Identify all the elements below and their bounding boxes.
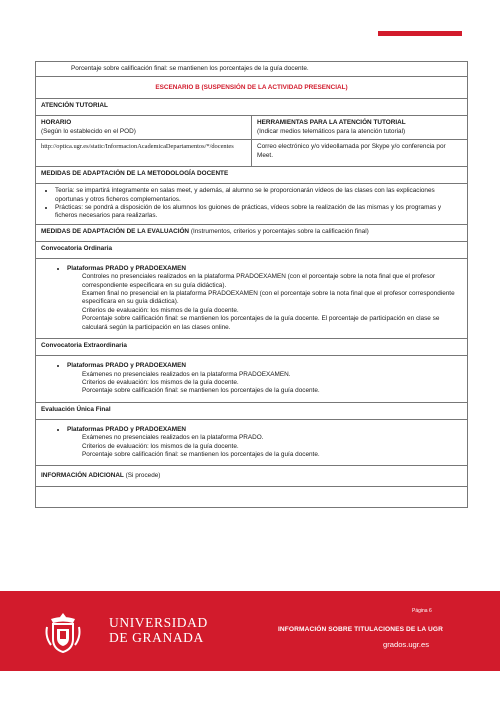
tools-subtitle: (Indicar medios telemáticos para la atención tutorial): [257, 127, 406, 135]
list-item: • Teoría: se impartirá íntegramente en salas meet, y además, al alumno se le proporcionarán vídeos de las clases con las explicaciones oportunas y otros ficheros complementarios.: [55, 187, 462, 204]
methodology-heading: MEDIDAS DE ADAPTACIÓN DE LA METODOLOGÍA DOCENTE: [36, 167, 468, 184]
extraordinary-heading: Convocatoria Extraordinaria: [36, 339, 468, 356]
additional-info-body: [36, 487, 468, 508]
single-final-heading: Evaluación Única Final: [36, 402, 468, 419]
table-row: [36, 184, 468, 225]
single-final-cell: [36, 419, 468, 466]
ordinary-heading: Convocatoria Ordinaria: [36, 241, 468, 258]
evaluation-line: Criterios de evaluación: los mismos de la guía docente.: [82, 306, 239, 314]
list-item: • Prácticas: se pondrá a disposición de los alumnos los guiones de prácticas, vídeos sobre la realización de las mismas y los programas y ficheros necesarios para realizarlas.: [55, 204, 462, 221]
table-row: [36, 487, 468, 508]
tools-cell: [252, 116, 468, 140]
degrees-site-link[interactable]: grados.ugr.es: [383, 640, 430, 649]
evaluation-line: Examen final no presencial en la plataforma PRADOEXAMEN (con el porcentaje sobre la nota final que el profesor correspondiente especificara en su guía didáctica).: [82, 290, 455, 306]
table-row: [36, 466, 468, 487]
table-row: [36, 224, 468, 241]
ordinary-cell: [36, 258, 468, 338]
university-name-line: UNIVERSIDAD: [109, 615, 208, 630]
table-row: [36, 339, 468, 356]
table-row: [36, 77, 468, 99]
telematic-means: Correo electrónico y/o videollamada por Skype y/o conferencia por Meet.: [252, 140, 468, 167]
methodology-cell: [36, 184, 468, 225]
tools-title: HERRAMIENTAS PARA LA ATENCIÓN TUTORIAL: [257, 119, 406, 127]
university-name-line: DE GRANADA: [109, 630, 204, 645]
evaluation-heading: [36, 224, 468, 241]
university-crest-icon: [43, 609, 83, 655]
evaluation-line: Criterios de evaluación: los mismos de la guía docente.: [82, 442, 239, 450]
extraordinary-cell: [36, 356, 468, 403]
schedule-cell: [36, 116, 252, 140]
evaluation-line: Exámenes no presenciales realizados en la plataforma PRADOEXAMEN.: [82, 370, 291, 378]
footer-band: [0, 591, 500, 671]
page-number: Página 6: [412, 608, 432, 614]
schedule-subtitle: (Según lo establecido en el POD): [41, 127, 136, 135]
university-name: [109, 615, 208, 645]
platform-item: • Plataformas PRADO y PRADOEXAMEN: [67, 426, 462, 434]
table-row: [36, 99, 468, 116]
table-row: [36, 419, 468, 466]
table-row: [36, 258, 468, 338]
table-row: [36, 62, 468, 77]
tutorial-heading: ATENCIÓN TUTORIAL: [36, 99, 468, 116]
evaluation-line: Porcentaje sobre calificación final: se mantienen los porcentajes de la guía docente.: [82, 450, 320, 458]
degrees-info-title: INFORMACIÓN SOBRE TITULACIONES DE LA UGR: [278, 626, 443, 633]
schedule-title: HORARIO: [41, 119, 72, 127]
additional-info-bold: INFORMACIÓN ADICIONAL: [41, 472, 124, 480]
evaluation-line: Exámenes no presenciales realizados en la plataforma PRADO.: [82, 434, 264, 442]
evaluation-heading-bold: MEDIDAS DE ADAPTACIÓN DE LA EVALUACIÓN: [41, 227, 190, 235]
table-row: [36, 402, 468, 419]
evaluation-line: Porcentaje sobre calificación final: se mantienen los porcentajes de la guía docente. El porcentaje de participación en clase se calculará según la participación en las clases online.: [82, 315, 440, 331]
platform-item: • Plataformas PRADO y PRADOEXAMEN: [67, 362, 462, 370]
department-url[interactable]: http://optica.ugr.es/static/InformacionAcademicaDepartamentos/*/docentes: [36, 140, 252, 167]
table-row: [36, 241, 468, 258]
table-row: [36, 167, 468, 184]
evaluation-line: Controles no presenciales realizados en la plataforma PRADOEXAMEN (con el porcentaje sobre la nota final que el profesor correspondiente especificara en su guía didáctica).: [82, 273, 436, 289]
table-row: [36, 356, 468, 403]
additional-info-heading: [36, 466, 468, 487]
evaluation-line: Porcentaje sobre calificación final: se mantienen los porcentajes de la guía docente.: [82, 387, 320, 395]
guide-table: [35, 61, 468, 508]
percentage-note: Porcentaje sobre calificación final: se mantienen los porcentajes de la guía docente.: [36, 62, 468, 77]
scenario-title: ESCENARIO B (SUSPENSIÓN DE LA ACTIVIDAD PRESENCIAL): [36, 77, 468, 99]
evaluation-line: Criterios de evaluación: los mismos de la guía docente.: [82, 378, 239, 386]
platform-item: • Plataformas PRADO y PRADOEXAMEN: [67, 265, 462, 273]
table-row: [36, 116, 468, 140]
table-row: [36, 140, 468, 167]
top-accent-bar: [378, 31, 462, 36]
evaluation-heading-note: (Instrumentos, criterios y porcentajes sobre la calificación final): [189, 227, 369, 235]
additional-info-note: (Si procede): [123, 472, 161, 480]
